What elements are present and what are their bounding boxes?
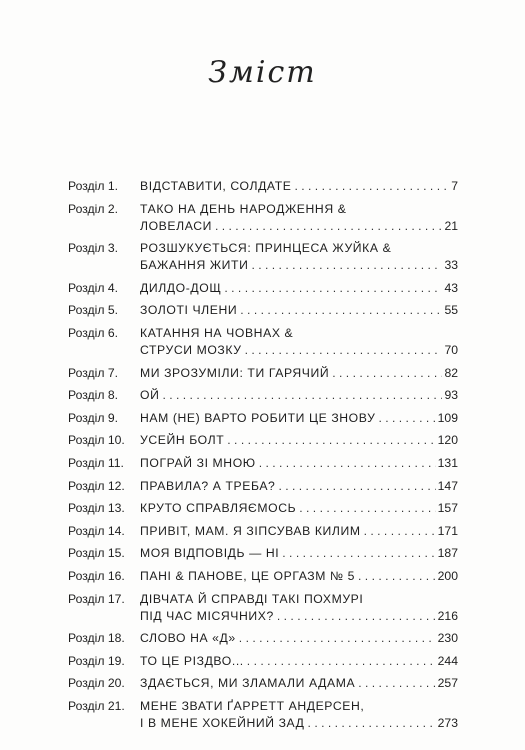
toc-entry-line xyxy=(68,653,458,670)
page-number: 93 xyxy=(444,388,458,403)
page-number: 147 xyxy=(437,478,458,493)
chapter-title: ПРИВІТ, МАМ. Я ЗІПСУВАВ КИЛИМ xyxy=(140,523,361,538)
chapter-label: Розділ 21. xyxy=(68,698,125,713)
dot-leader xyxy=(162,387,442,404)
toc-entry-line xyxy=(68,240,458,257)
chapter-label: Розділ 11. xyxy=(68,455,124,470)
toc-entry xyxy=(68,630,458,647)
page-number: 21 xyxy=(444,218,458,233)
toc-entry xyxy=(68,568,458,585)
chapter-title: ОЙ xyxy=(140,388,160,403)
chapter-label: Розділ 2. xyxy=(68,201,119,216)
page-number: 171 xyxy=(437,523,458,538)
chapter-label: Розділ 7. xyxy=(68,365,119,380)
toc-entry xyxy=(68,240,458,274)
dot-leader xyxy=(245,342,443,359)
toc-entry-line xyxy=(68,608,458,625)
toc-entry xyxy=(68,387,458,404)
toc-entry-line xyxy=(68,201,458,218)
toc-entry xyxy=(68,591,458,625)
toc-entry xyxy=(68,178,458,195)
toc-entry xyxy=(68,698,458,732)
page-number: 257 xyxy=(437,676,458,691)
dot-leader xyxy=(358,675,435,692)
toc-entry xyxy=(68,280,458,297)
dot-leader xyxy=(308,715,436,732)
dot-leader xyxy=(332,365,442,382)
toc-entry xyxy=(68,365,458,382)
chapter-label: Розділ 15. xyxy=(68,546,125,561)
chapter-label: Розділ 17. xyxy=(68,591,125,606)
toc-entry-line xyxy=(68,545,458,562)
dot-leader xyxy=(278,478,435,495)
dot-leader xyxy=(224,280,442,297)
chapter-label: Розділ 12. xyxy=(68,478,125,493)
toc-entry-line xyxy=(68,218,458,235)
chapter-label: Розділ 10. xyxy=(68,433,125,448)
dot-leader xyxy=(358,568,436,585)
dot-leader xyxy=(299,500,435,517)
toc-entry xyxy=(68,478,458,495)
table-of-contents xyxy=(68,178,458,737)
chapter-title: БАЖАННЯ ЖИТИ xyxy=(140,258,249,273)
page-number: 109 xyxy=(437,410,458,425)
toc-entry-line xyxy=(68,432,458,449)
toc-entry-line xyxy=(68,365,458,382)
page-number: 43 xyxy=(444,280,458,295)
toc-entry-line xyxy=(68,325,458,342)
toc-entry xyxy=(68,302,458,319)
dot-leader xyxy=(294,178,449,195)
page-number: 273 xyxy=(437,715,458,730)
dot-leader xyxy=(364,523,436,540)
chapter-label: Розділ 8. xyxy=(68,388,119,403)
toc-entry-line xyxy=(68,302,458,319)
toc-entry xyxy=(68,201,458,235)
chapter-title: КАТАННЯ НА ЧОВНАХ & xyxy=(140,325,294,340)
chapter-title: ПІД ЧАС МІСЯЧНИХ? xyxy=(140,608,274,623)
page-number: 55 xyxy=(444,303,458,318)
chapter-label: Розділ 20. xyxy=(68,676,125,691)
chapter-title: СТРУСИ МОЗКУ xyxy=(140,342,242,357)
page-number: 244 xyxy=(437,653,458,668)
page-title: Зміст xyxy=(208,55,317,90)
toc-entry-line xyxy=(68,715,458,732)
chapter-title: ДІВЧАТА Й СПРАВДІ ТАКІ ПОХМУРІ xyxy=(140,591,364,606)
page-number: 70 xyxy=(444,342,458,357)
chapter-title: ПОГРАЙ ЗІ МНОЮ xyxy=(140,455,256,470)
chapter-title: МИ ЗРОЗУМІЛИ: ТИ ГАРЯЧИЙ xyxy=(140,365,330,380)
toc-entry-line xyxy=(68,387,458,404)
chapter-label: Розділ 1. xyxy=(68,179,119,193)
toc-entry xyxy=(68,410,458,427)
chapter-title: РОЗШУКУЄТЬСЯ: ПРИНЦЕСА ЖУЙКА & xyxy=(140,241,392,256)
toc-entry-line xyxy=(68,523,458,540)
toc-entry-line xyxy=(68,257,458,274)
toc-entry-line xyxy=(68,455,458,472)
dot-leader xyxy=(378,410,435,427)
chapter-title: ВІДСТАВИТИ, СОЛДАТЕ xyxy=(140,179,292,193)
dot-leader xyxy=(282,545,435,562)
page-number: 131 xyxy=(437,455,458,470)
toc-entry xyxy=(68,500,458,517)
toc-entry xyxy=(68,325,458,359)
page-number: 120 xyxy=(437,433,458,448)
toc-entry-line xyxy=(68,342,458,359)
page-number: 33 xyxy=(444,258,458,273)
chapter-title: ЗОЛОТІ ЧЛЕНИ xyxy=(140,303,238,318)
chapter-label: Розділ 14. xyxy=(68,523,125,538)
chapter-title: ЛОВЕЛАСИ xyxy=(140,218,212,233)
chapter-title: І В МЕНЕ ХОКЕЙНИЙ ЗАД xyxy=(140,715,305,730)
dot-leader xyxy=(215,218,442,235)
chapter-title: ТО ЦЕ РІЗДВО... xyxy=(140,653,244,668)
chapter-label: Розділ 19. xyxy=(68,653,125,668)
toc-entry xyxy=(68,523,458,540)
chapter-title: ПРАВИЛА? А ТРЕБА? xyxy=(140,478,276,493)
chapter-label: Розділ 3. xyxy=(68,241,119,256)
chapter-label: Розділ 9. xyxy=(68,410,119,425)
chapter-label: Розділ 18. xyxy=(68,631,125,646)
toc-entry-line xyxy=(68,280,458,297)
dot-leader xyxy=(240,302,442,319)
chapter-label: Розділ 6. xyxy=(68,325,119,340)
toc-entry xyxy=(68,653,458,670)
toc-entry-line xyxy=(68,410,458,427)
chapter-title: СЛОВО НА «Д» xyxy=(140,631,236,646)
dot-leader xyxy=(239,630,436,647)
page-number: 230 xyxy=(437,631,458,646)
page-number: 187 xyxy=(437,546,458,561)
chapter-title: ПАНІ & ПАНОВЕ, ЦЕ ОРГАЗМ № 5 xyxy=(140,568,356,583)
chapter-label: Розділ 5. xyxy=(68,303,119,318)
chapter-title: НАМ (НЕ) ВАРТО РОБИТИ ЦЕ ЗНОВУ xyxy=(140,410,376,425)
toc-entry-line xyxy=(68,675,458,692)
chapter-title: ТАКО НА ДЕНЬ НАРОДЖЕННЯ & xyxy=(140,201,347,216)
toc-entry-line xyxy=(68,698,458,715)
toc-entry xyxy=(68,455,458,472)
dot-leader xyxy=(247,653,436,670)
page-number: 200 xyxy=(437,568,458,583)
dot-leader xyxy=(277,608,436,625)
chapter-title: МОЯ ВІДПОВІДЬ — НІ xyxy=(140,546,280,561)
toc-entry-line xyxy=(68,478,458,495)
toc-entry-line xyxy=(68,178,458,195)
dot-leader xyxy=(259,455,436,472)
toc-entry xyxy=(68,432,458,449)
toc-entry-line xyxy=(68,630,458,647)
chapter-title: КРУТО СПРАВЛЯЄМОСЬ xyxy=(140,501,297,516)
page-number: 82 xyxy=(444,365,458,380)
toc-entry-line xyxy=(68,568,458,585)
chapter-title: МЕНЕ ЗВАТИ ҐАРРЕТТ АНДЕРСЕН, xyxy=(140,698,365,713)
page-number: 7 xyxy=(451,179,458,193)
chapter-label: Розділ 16. xyxy=(68,568,125,583)
toc-entry-line xyxy=(68,591,458,608)
toc-entry xyxy=(68,545,458,562)
chapter-label: Розділ 4. xyxy=(68,280,119,295)
page-number: 157 xyxy=(437,501,458,516)
dot-leader xyxy=(227,432,435,449)
chapter-title: ЗДАЄТЬСЯ, МИ ЗЛАМАЛИ АДАМА xyxy=(140,676,356,691)
dot-leader xyxy=(251,257,442,274)
toc-entry-line xyxy=(68,500,458,517)
chapter-title: ДИЛДО-ДОЩ xyxy=(140,280,222,295)
chapter-title: УСЕЙН БОЛТ xyxy=(140,433,225,448)
toc-entry xyxy=(68,675,458,692)
chapter-label: Розділ 13. xyxy=(68,501,125,516)
page-number: 216 xyxy=(437,608,458,623)
